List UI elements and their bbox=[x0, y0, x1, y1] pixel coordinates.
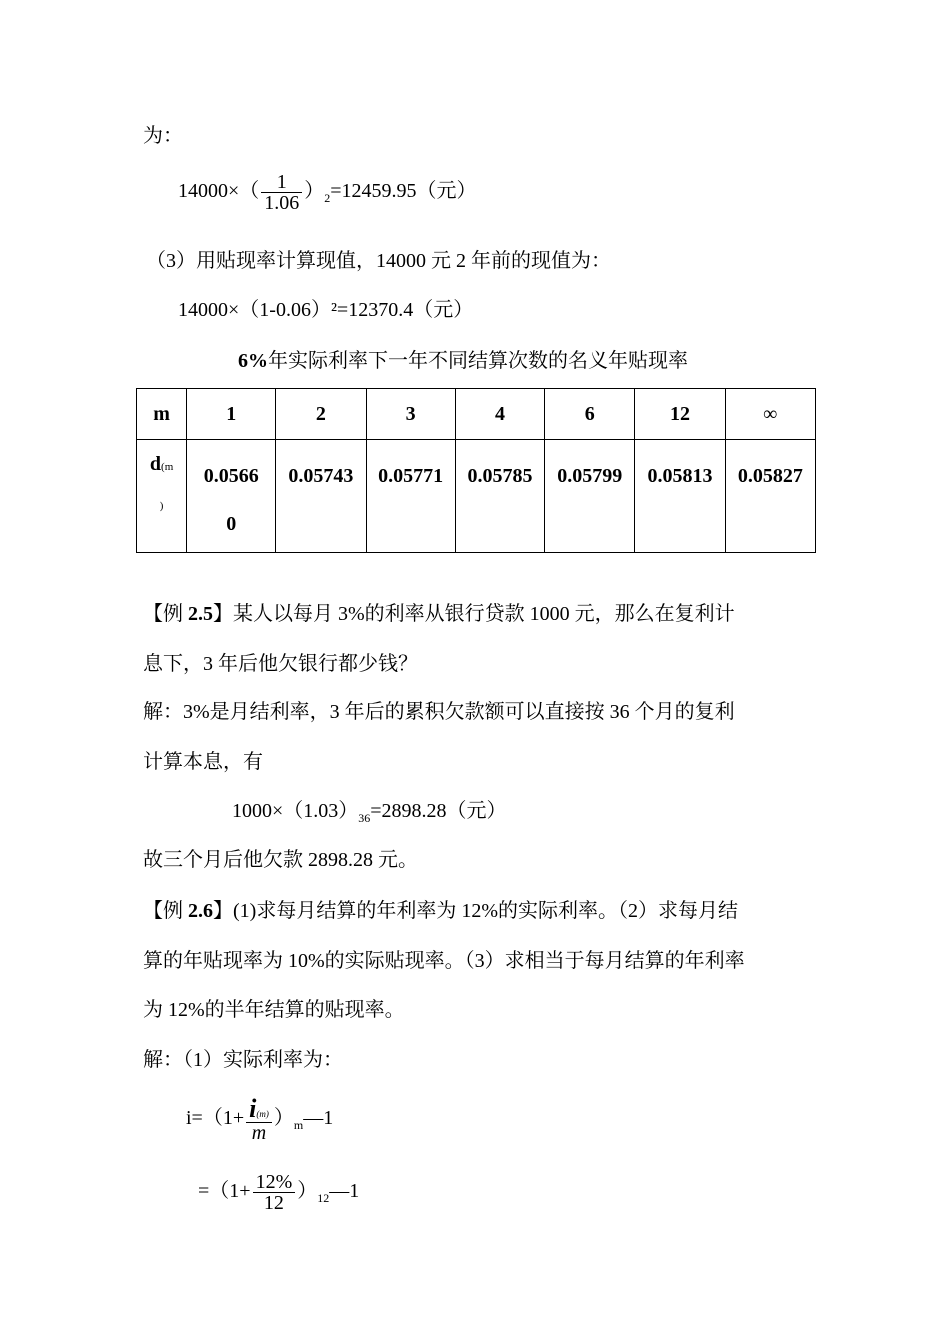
ex25-number: 2.5 bbox=[188, 603, 213, 625]
table-value-cell: 0.05743 bbox=[276, 440, 366, 553]
table-row-label bbox=[137, 440, 187, 553]
ex26-text-1: (1)求每月结算的年利率为 12%的实际利率。（2）求每月结 bbox=[233, 900, 738, 922]
table-header-cell: 2 bbox=[276, 389, 366, 440]
ex25-eq-exponent: 36 bbox=[358, 811, 371, 825]
table-value-cell: 0.05771 bbox=[366, 440, 455, 553]
eq1-fraction bbox=[261, 172, 302, 213]
table-caption-text: 年实际利率下一年不同结算次数的名义年贴现率 bbox=[268, 350, 688, 372]
f1-num-i: i bbox=[249, 1094, 257, 1123]
eq1-numerator: 1 bbox=[276, 171, 287, 193]
table-header-label: m bbox=[137, 389, 187, 440]
example-2-6-line-2: 算的年贴现率为 10%的实际贴现率。（3）求相当于每月结算的年利率 bbox=[143, 950, 745, 972]
ex25-bracket-close: 】 bbox=[213, 603, 233, 625]
table-header-cell: 12 bbox=[635, 389, 725, 440]
f2-exponent: 12 bbox=[317, 1191, 330, 1206]
table-header-cell: ∞ bbox=[725, 389, 815, 440]
example-2-5-line-1 bbox=[143, 604, 735, 624]
formula-effective-rate bbox=[186, 1096, 333, 1143]
text-intro: 为： bbox=[143, 125, 183, 147]
example-2-6-line-1 bbox=[143, 901, 738, 921]
example-2-5-equation bbox=[232, 800, 507, 825]
example-2-5-solution-1: 解：3%是月结利率，3 年后的累积欠款额可以直接按 36 个月的复利 bbox=[143, 701, 735, 723]
table-value-cell: 0.05827 bbox=[725, 440, 815, 553]
example-2-5-line-2: 息下，3 年后他欠银行都少钱？ bbox=[143, 653, 418, 675]
f1-fraction bbox=[246, 1096, 272, 1143]
row-label-sub: (m bbox=[161, 461, 174, 473]
table-value-cell: 0.05799 bbox=[545, 440, 635, 553]
table-value-cell: 0.05785 bbox=[455, 440, 544, 553]
table-value-cell: 0.05813 bbox=[635, 440, 725, 553]
f2-denominator: 12 bbox=[253, 1192, 296, 1213]
table-caption bbox=[238, 351, 688, 371]
ex25-eq-tail: =2898.28（元） bbox=[370, 800, 507, 822]
formula-effective-rate-substituted bbox=[198, 1172, 359, 1213]
example-2-5-conclusion: 故三个月后他欠款 2898.28 元。 bbox=[143, 849, 418, 871]
f1-tail: —1 bbox=[303, 1107, 334, 1130]
table-value-cell bbox=[187, 440, 276, 553]
ex26-number: 2.6 bbox=[188, 900, 213, 922]
equation-present-value-interest bbox=[178, 172, 477, 213]
ex25-bracket-open: 【例 bbox=[143, 603, 188, 625]
table-header-cell: 6 bbox=[545, 389, 635, 440]
value-part-a: 0.0566 bbox=[203, 465, 259, 487]
eq1-denominator: 1.06 bbox=[261, 192, 302, 213]
f1-exponent: m bbox=[293, 1118, 304, 1133]
ex25-eq-lead: 1000×（1.03） bbox=[232, 800, 359, 822]
table-header-cell: 3 bbox=[366, 389, 455, 440]
eq1-close: ） bbox=[304, 180, 325, 203]
f2-lead: =（1+ bbox=[198, 1180, 251, 1203]
f2-fraction bbox=[253, 1172, 296, 1213]
f1-numerator bbox=[246, 1096, 272, 1122]
example-2-6-line-3: 为 12%的半年结算的贴现率。 bbox=[143, 999, 405, 1021]
ex26-bracket-close: 】 bbox=[213, 900, 233, 922]
table-header-cell: 1 bbox=[187, 389, 276, 440]
f1-close: ） bbox=[273, 1107, 294, 1130]
table-header-cell: 4 bbox=[455, 389, 544, 440]
f1-denominator: m bbox=[246, 1122, 272, 1143]
row-label-d: d bbox=[149, 453, 162, 475]
table-caption-rate: 6% bbox=[238, 350, 268, 372]
eq1-exponent: 2 bbox=[324, 191, 331, 206]
eq1-lead: 14000×（ bbox=[178, 180, 260, 203]
eq1-tail: =12459.95（元） bbox=[330, 180, 477, 203]
f1-num-sub: (m) bbox=[256, 1109, 269, 1119]
f2-close: ） bbox=[297, 1180, 318, 1203]
row-label-sub2: ) bbox=[159, 500, 164, 512]
equation-present-value-discount: 14000×（1-0.06）²=12370.4（元） bbox=[178, 299, 474, 321]
ex26-bracket-open: 【例 bbox=[143, 900, 188, 922]
table-header-row bbox=[137, 389, 816, 440]
example-2-5-solution-2: 计算本息，有 bbox=[143, 751, 263, 773]
paragraph-step-3: （3）用贴现率计算现值，14000 元 2 年前的现值为： bbox=[146, 250, 611, 272]
nominal-discount-rate-table bbox=[136, 388, 816, 553]
value-part-b: 0 bbox=[226, 513, 237, 535]
table-value-row bbox=[137, 440, 816, 553]
f2-numerator: 12% bbox=[255, 1171, 293, 1193]
f1-lead: i=（1+ bbox=[186, 1107, 245, 1130]
f2-tail: —1 bbox=[329, 1180, 360, 1203]
ex25-text-1: 某人以每月 3%的利率从银行贷款 1000 元，那么在复利计 bbox=[233, 603, 735, 625]
example-2-6-solution-1: 解：（1）实际利率为： bbox=[143, 1049, 343, 1071]
